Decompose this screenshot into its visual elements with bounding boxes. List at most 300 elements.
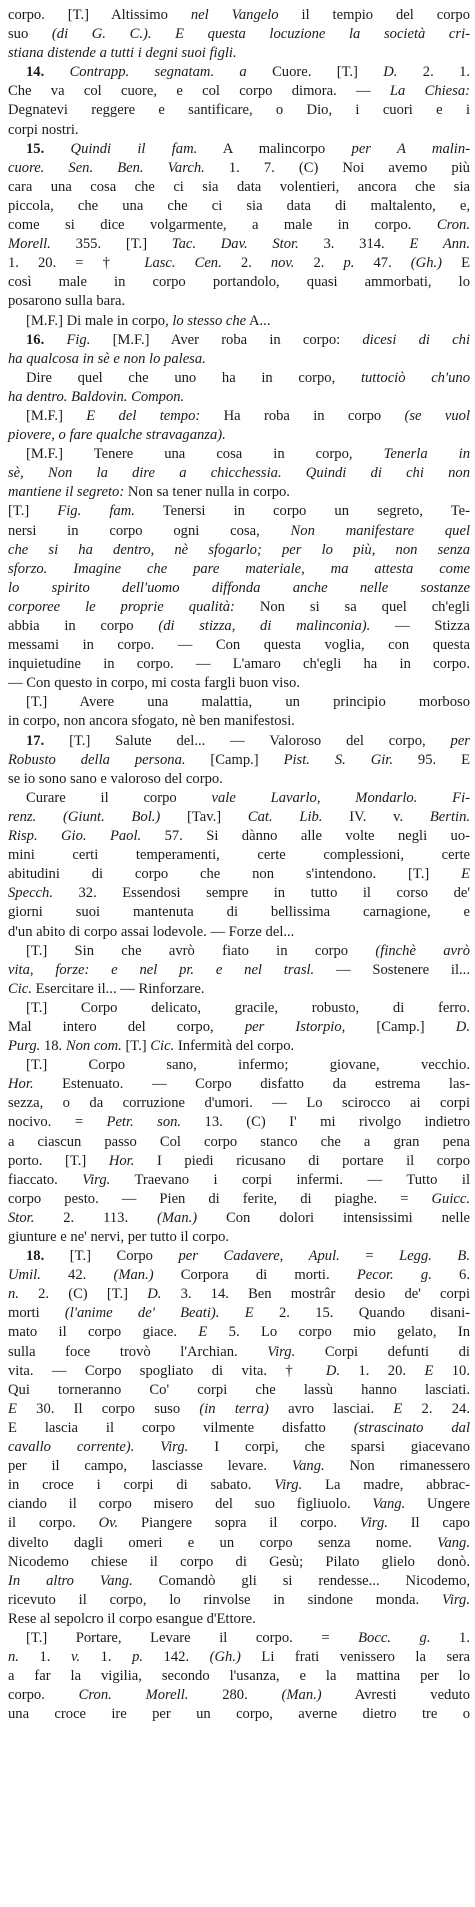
text-run: 2. 24. xyxy=(402,1400,470,1417)
italic-text: Petr. son. xyxy=(106,1114,182,1131)
text-line xyxy=(8,712,470,731)
italic-text: Cat. Lib. xyxy=(247,808,323,825)
italic-text: Hor. xyxy=(8,1076,34,1093)
text-run: [M.F.] xyxy=(26,407,87,424)
italic-text: (di G. C.). E questa locuzione la società cri- xyxy=(51,26,471,43)
text-run: Li frati venissero la sera xyxy=(240,1649,470,1666)
text-run: A... xyxy=(246,312,271,329)
italic-text: E xyxy=(393,1400,403,1417)
italic-text: (di stizza, di malinconia). xyxy=(158,618,371,634)
italic-text: In altro Vang. xyxy=(8,1572,133,1589)
text-run: Infermità del corpo. xyxy=(174,1038,295,1055)
text-line xyxy=(8,483,470,502)
text-run: [M.F.] Di male in corpo, xyxy=(26,312,173,329)
italic-text: p. xyxy=(343,255,355,272)
text-run: Esercitare il... — Rinforzare. xyxy=(31,980,205,997)
italic-text: E xyxy=(461,866,470,883)
text-line xyxy=(8,1343,470,1362)
text-line xyxy=(8,1037,470,1056)
text-run: abitudini di corpo che non s'intendono. [T.] xyxy=(8,866,462,883)
italic-text: Fig. xyxy=(66,331,91,348)
text-line xyxy=(8,1304,470,1323)
text-run: 30. Il corpo suso xyxy=(16,1400,200,1417)
text-line xyxy=(8,560,470,579)
italic-text: sforzo. Imagine che pare materiale, ma attesta come xyxy=(8,560,470,577)
text-line xyxy=(8,1457,470,1476)
text-run xyxy=(134,1439,160,1455)
text-run: giorni suoi mantenuta di bellissima carnagione, e xyxy=(8,904,470,921)
italic-text: cuore. Sen. Ben. Varch. xyxy=(8,159,205,176)
italic-text: Hor. xyxy=(108,1152,135,1169)
text-line xyxy=(8,388,470,407)
entry-number: 18. xyxy=(26,1248,70,1265)
text-run: nersi in corpo ogni cosa, xyxy=(8,522,291,539)
text-line xyxy=(8,942,470,961)
text-run: 280. xyxy=(188,1687,282,1704)
text-line xyxy=(8,579,470,598)
text-run: Rese al sepolcro il corpo esangue d'Ettore. xyxy=(8,1610,256,1627)
text-run: 95. E xyxy=(393,751,470,768)
text-run: 1. 20. = † xyxy=(8,255,145,272)
text-line xyxy=(8,464,470,483)
text-run: vita. — Corpo spogliato di vita. † xyxy=(8,1362,326,1379)
text-line xyxy=(8,1705,470,1724)
text-line xyxy=(8,140,470,159)
text-run: Ungere xyxy=(405,1496,470,1513)
text-line xyxy=(8,789,470,808)
text-line xyxy=(8,178,470,197)
italic-text: (in terra) xyxy=(199,1400,269,1417)
italic-text: Virg. xyxy=(267,1343,296,1360)
text-line xyxy=(8,1190,470,1209)
text-run: avro lasciai. xyxy=(268,1400,394,1417)
italic-text: D. xyxy=(325,1362,341,1379)
text-run: Cuore. [T.] xyxy=(246,64,384,81)
text-run: come si dice volgarmente, a male in corpo. xyxy=(8,217,437,234)
text-run: corpo pesto. — Pien di ferite, di piaghe. = xyxy=(8,1190,432,1207)
italic-text: nel Vangelo xyxy=(190,7,279,23)
text-line xyxy=(8,273,470,292)
text-line xyxy=(8,426,470,445)
text-run: morti xyxy=(8,1305,65,1322)
text-line xyxy=(8,999,470,1018)
italic-text: vale Lavarlo, Mondarlo. Fi- xyxy=(211,789,470,806)
text-run: [Camp.] xyxy=(345,1018,456,1035)
text-line xyxy=(8,44,470,63)
text-run: E xyxy=(442,255,470,272)
text-line xyxy=(8,1266,470,1285)
text-line xyxy=(8,884,470,903)
italic-text: Virg. xyxy=(359,1515,388,1532)
text-line xyxy=(8,1629,470,1648)
text-line xyxy=(8,1094,470,1113)
entry-number: 15. xyxy=(26,140,71,157)
italic-text: n. xyxy=(8,1286,19,1303)
italic-text: v. xyxy=(70,1649,81,1666)
entry-number: 17. xyxy=(26,732,70,749)
italic-text: per Cadavere, Apul. xyxy=(178,1248,340,1265)
text-line xyxy=(8,980,470,999)
text-run: 1. 20. xyxy=(340,1362,425,1379)
text-run: Piangere sopra il corpo. xyxy=(118,1515,360,1532)
text-run: il corpo. xyxy=(8,1515,99,1532)
entry-number: 14. xyxy=(26,64,70,81)
italic-text: Vang. xyxy=(372,1496,406,1513)
text-run: a far la vigilia, secondo l'usanza, e la mattina per lo xyxy=(8,1668,470,1685)
italic-text: Non com. xyxy=(65,1038,122,1055)
text-line xyxy=(8,1323,470,1342)
italic-text: piovere, o fare qualche stravaganza). xyxy=(8,427,226,444)
italic-text: cavallo corrente). xyxy=(8,1439,135,1456)
text-line xyxy=(8,1228,470,1247)
text-run: [T.] xyxy=(8,503,58,520)
italic-text: (Gh.) xyxy=(410,255,443,272)
text-run: 2. (C) [T.] xyxy=(18,1286,148,1303)
text-line xyxy=(8,617,470,636)
text-line xyxy=(8,1553,470,1572)
italic-text: mantiene il segreto: xyxy=(8,484,125,501)
text-run: abbia in corpo xyxy=(8,618,159,634)
italic-text: E del tempo: xyxy=(86,407,201,424)
italic-text: Vang. xyxy=(437,1534,470,1551)
text-line xyxy=(8,1438,470,1457)
text-run: se io sono sano e valoroso del corpo. xyxy=(8,770,223,787)
text-run: Con dolori intensissimi nelle xyxy=(197,1209,470,1226)
italic-text: Risp. Gio. Paol. xyxy=(8,828,142,845)
text-line xyxy=(8,1419,470,1438)
italic-text: n. xyxy=(8,1649,19,1666)
text-line xyxy=(8,6,470,25)
text-line xyxy=(8,598,470,617)
text-line xyxy=(8,1534,470,1553)
text-line xyxy=(8,923,470,942)
italic-text: p. xyxy=(132,1649,144,1666)
text-run: — Sostenere il... xyxy=(314,961,470,978)
italic-text: Tac. Dav. Stor. xyxy=(171,236,299,253)
text-run: inquietudine in corpo. — L'amaro ch'egli ha in corpo. xyxy=(8,656,470,673)
text-line xyxy=(8,1075,470,1094)
text-run: divelto dagli omeri e un corpo senza nome. xyxy=(8,1534,438,1551)
text-run: E lascia il corpo vilmente disfatto xyxy=(8,1419,354,1436)
italic-text: (Man.) xyxy=(281,1687,322,1704)
text-line xyxy=(8,522,470,541)
italic-text: corporee le proprie qualità: xyxy=(8,598,235,615)
italic-text: Pecor. g. xyxy=(356,1267,432,1284)
italic-text: Cron. xyxy=(436,217,470,234)
text-run: 47. xyxy=(354,255,411,272)
italic-text: vita, forze: e nel pr. e nel trasl. xyxy=(8,961,315,978)
text-run: Non si sa quel ch'egli xyxy=(234,598,470,615)
italic-text: Tenerla in xyxy=(383,446,471,463)
text-run: d'un abito di corpo assai lodevole. — Forze del... xyxy=(8,923,295,940)
italic-text: stiana distende a tutti i degni suoi figli. xyxy=(8,45,237,62)
italic-text: D. xyxy=(455,1018,470,1035)
text-run: piccola, che una che ci sia data di maltalento, e, xyxy=(8,197,470,214)
text-run: [Camp.] xyxy=(185,751,284,768)
text-line xyxy=(8,82,470,101)
italic-text: Virg. xyxy=(442,1591,470,1608)
text-run: 1. 7. (C) Noi avemo più xyxy=(204,159,470,176)
text-run: [Tav.] xyxy=(160,808,248,825)
text-run: 2. 15. Quando disani- xyxy=(253,1305,470,1322)
text-run: [T.] Avere una malattia, un principio morboso xyxy=(26,694,470,711)
text-run: 57. Si dànno alle volte negli uo- xyxy=(141,828,470,845)
text-run: mini certi temperamenti, certe complessioni, certe xyxy=(8,847,470,864)
text-line xyxy=(8,407,470,426)
italic-text: E xyxy=(198,1324,208,1341)
italic-text: (Man.) xyxy=(113,1267,154,1284)
text-run: [T.] Corpo xyxy=(69,1248,179,1265)
text-run: = xyxy=(339,1248,400,1265)
italic-text: renz. (Giunt. Bol.) xyxy=(8,808,161,825)
italic-text: Guicc. xyxy=(431,1190,470,1207)
italic-text: ha dentro. Baldovin. Compon. xyxy=(8,388,185,405)
text-line xyxy=(8,1209,470,1228)
text-run: messami in corpo. — Con questa voglia, con questa xyxy=(8,637,470,654)
text-line xyxy=(8,1476,470,1495)
text-line xyxy=(8,445,470,464)
italic-text: Cic. xyxy=(8,980,32,997)
text-line xyxy=(8,674,470,693)
italic-text: sè, Non la dire a chicchessia. Quindi di chi non xyxy=(8,465,470,482)
italic-text: D. xyxy=(147,1286,162,1303)
italic-text: D. xyxy=(383,64,398,81)
text-line xyxy=(8,1400,470,1419)
italic-text: dicesi di chi xyxy=(362,331,470,348)
text-run: Corpora di morti. xyxy=(153,1267,357,1284)
text-run: in croce i corpi di sabato. xyxy=(8,1477,275,1494)
text-run: A malincorpo xyxy=(197,140,352,157)
italic-text: Vang. xyxy=(291,1458,325,1475)
text-run: Corpi defunti di xyxy=(295,1343,470,1360)
text-line xyxy=(8,101,470,120)
italic-text: E Ann. xyxy=(409,236,470,253)
text-line xyxy=(8,235,470,254)
text-run: 10. xyxy=(433,1362,470,1379)
text-line xyxy=(8,1648,470,1667)
text-run: 32. Essendosi sempre in tutto il corso de' xyxy=(52,885,470,902)
text-run: 2. 113. xyxy=(34,1209,157,1226)
italic-text: (finchè avrò xyxy=(375,942,470,959)
text-run: [M.F.] Tenere una cosa in corpo, xyxy=(26,446,384,463)
italic-text: ha qualcosa in sè e non lo palesa. xyxy=(8,350,206,367)
text-run: Dire quel che uno ha in corpo, xyxy=(26,369,361,386)
text-line xyxy=(8,961,470,980)
text-run: 1. xyxy=(18,1649,71,1666)
italic-text: Quindi il fam. xyxy=(70,140,198,157)
text-line xyxy=(8,121,470,140)
text-run: 2. xyxy=(294,255,344,272)
text-run: [T.] Salute del... — Valoroso del corpo, xyxy=(69,732,451,749)
text-line xyxy=(8,1667,470,1686)
italic-text: Legg. B. xyxy=(399,1248,470,1265)
text-run: 142. xyxy=(143,1649,210,1666)
text-line xyxy=(8,732,470,751)
text-run: corpi nostri. xyxy=(8,121,79,138)
text-line xyxy=(8,1572,470,1591)
text-run: una croce ire per un corpo, averne dietro tre o xyxy=(8,1706,470,1723)
text-run: in corpo, non ancora sfogato, nè ben manifestosi. xyxy=(8,713,295,730)
text-run: 2. xyxy=(221,255,271,272)
text-run: Ha roba in corpo xyxy=(200,407,405,424)
text-run: così male in corpo portandolo, quasi ammorbati, lo xyxy=(8,274,470,291)
italic-text: Virg. xyxy=(274,1477,303,1494)
italic-text: per xyxy=(450,732,470,749)
text-run: mato il corpo giace. xyxy=(8,1324,199,1341)
text-run: 3. 314. xyxy=(298,236,410,253)
text-run: 18. xyxy=(40,1038,66,1055)
text-run: Estenuato. — Corpo disfatto da estrema las- xyxy=(33,1076,470,1093)
text-run: corpo. [T.] Altissimo xyxy=(8,7,191,23)
text-run: Il capo xyxy=(387,1515,470,1532)
text-line xyxy=(8,292,470,311)
text-line xyxy=(8,1381,470,1400)
text-run: posarono sulla bara. xyxy=(8,293,126,310)
text-run: Traevano i corpi infermi. — Tutto il xyxy=(110,1171,470,1188)
text-run: [T.] xyxy=(121,1038,151,1055)
text-run: I piedi ricusano di portare il corpo xyxy=(134,1152,471,1169)
text-run: Qui torneranno Co' corpi che lassù hanno lasciati. xyxy=(8,1381,470,1398)
text-run: [T.] Portare, Levare il corpo. = xyxy=(26,1629,359,1646)
text-run: 5. Lo corpo mio gelato, In xyxy=(207,1324,470,1341)
text-line xyxy=(8,541,470,560)
text-run: Nicodemo chiese il corpo di Gesù; Pilato glielo donò. xyxy=(8,1553,470,1570)
text-line xyxy=(8,655,470,674)
text-run: 2. 1. xyxy=(397,64,471,81)
text-run: 42. xyxy=(40,1267,114,1284)
italic-text: Contrapp. segnatam. a xyxy=(69,64,247,81)
italic-text: Cic. xyxy=(150,1038,175,1055)
text-run: 1. xyxy=(430,1629,470,1646)
text-line xyxy=(8,1514,470,1533)
italic-text: La Chiesa: xyxy=(389,83,470,100)
text-run: per il campo, lasciasse levare. xyxy=(8,1458,292,1475)
text-line xyxy=(8,827,470,846)
text-line xyxy=(8,808,470,827)
text-run: Non rimanessero xyxy=(324,1458,470,1475)
text-line xyxy=(8,502,470,521)
text-run: porto. [T.] xyxy=(8,1152,109,1169)
italic-text: per A malin- xyxy=(351,140,471,157)
italic-text: Morell. xyxy=(8,236,51,253)
text-line xyxy=(8,1018,470,1037)
text-run: ricevuto il corpo, lo rinvolse in sindone monda. xyxy=(8,1591,443,1608)
text-line xyxy=(8,331,470,350)
italic-text: E xyxy=(424,1362,434,1379)
text-run: 3. 14. Ben mostrâr desio de' corpi xyxy=(161,1286,470,1303)
text-run: [T.] Sin che avrò fiato in corpo xyxy=(26,942,376,959)
text-line xyxy=(8,63,470,82)
text-line xyxy=(8,636,470,655)
italic-text: Specch. xyxy=(8,885,53,902)
italic-text: Bocc. g. xyxy=(358,1629,431,1646)
text-run: IV. v. xyxy=(322,808,430,825)
italic-text: nov. xyxy=(270,255,295,272)
text-run: — Stizza xyxy=(370,618,470,634)
text-run: sulla foce trovò l'Archian. xyxy=(8,1343,268,1360)
text-run: Curare il corpo xyxy=(26,789,212,806)
text-line xyxy=(8,903,470,922)
text-run: sezza, o da corruzione d'umori. — Lo scirocco ai corpi xyxy=(8,1095,470,1112)
italic-text: Non manifestare quel xyxy=(290,522,470,539)
italic-text: (se vuol xyxy=(404,407,471,424)
text-line xyxy=(8,312,470,331)
text-run: La madre, abbrac- xyxy=(302,1477,471,1494)
text-run: il tempio del corpo xyxy=(278,7,470,23)
text-line xyxy=(8,1171,470,1190)
italic-text: Lasc. Cen. xyxy=(144,255,222,272)
text-run: [T.] Corpo delicato, gracile, robusto, di ferro. xyxy=(26,999,470,1016)
text-line xyxy=(8,1591,470,1610)
text-run: I corpi, che sparsi giacevano xyxy=(188,1439,471,1456)
italic-text: (strascinato dal xyxy=(353,1419,470,1436)
text-line xyxy=(8,1133,470,1152)
text-run: [M.F.] Aver roba in corpo: xyxy=(90,331,363,348)
text-run: 355. [T.] xyxy=(50,236,172,253)
text-run: 1. xyxy=(80,1649,133,1666)
italic-text: Purg. xyxy=(8,1038,41,1055)
italic-text: per Istorpio, xyxy=(244,1018,346,1035)
text-line xyxy=(8,1152,470,1171)
text-line xyxy=(8,846,470,865)
text-line xyxy=(8,1247,470,1266)
text-line xyxy=(8,1056,470,1075)
italic-text: tuttociò ch'uno xyxy=(360,369,470,386)
text-line xyxy=(8,216,470,235)
italic-text: (Man.) xyxy=(157,1209,198,1226)
text-line xyxy=(8,1495,470,1514)
text-line xyxy=(8,254,470,273)
italic-text: che si ha dentro, nè sfogarlo; per lo più, non senza xyxy=(8,541,470,558)
text-run: a ciascun passo Col corpo stanco che a gran pena xyxy=(8,1133,470,1150)
text-line xyxy=(8,751,470,770)
text-line xyxy=(8,25,470,44)
italic-text: Stor. xyxy=(8,1209,35,1226)
text-run: cara una cosa che ci sia data volentieri, ancora che sia xyxy=(8,178,470,195)
text-line xyxy=(8,693,470,712)
italic-text: lo spirito dell'uomo diffonda anche nelle sostanze xyxy=(8,579,470,596)
text-run: Avresti veduto xyxy=(321,1687,471,1704)
text-run: Non sa tener nulla in corpo. xyxy=(124,484,290,501)
text-line xyxy=(8,1686,470,1705)
italic-text: (Gh.) xyxy=(209,1649,241,1666)
text-line xyxy=(8,865,470,884)
text-run: nocivo. = xyxy=(8,1114,107,1131)
italic-text: Pist. S. Gir. xyxy=(283,751,393,768)
italic-text: Fig. fam. xyxy=(57,503,135,520)
text-line xyxy=(8,770,470,789)
text-line xyxy=(8,1362,470,1381)
italic-text: (l'anime de' Beati). E xyxy=(64,1305,254,1322)
text-run: Mal intero del corpo, xyxy=(8,1018,245,1035)
text-run: fiaccato. xyxy=(8,1171,83,1188)
text-line xyxy=(8,1610,470,1629)
italic-text: Virg. xyxy=(82,1171,111,1188)
text-run: giunture e ne' nervi, per tutto il corpo. xyxy=(8,1229,230,1245)
text-line xyxy=(8,197,470,216)
text-run: Degnatevi reggere e santificare, o Dio, i cuori e i xyxy=(8,102,470,119)
text-run: Comandò gli si rendesse... Nicodemo, xyxy=(132,1572,470,1589)
text-run: [T.] Corpo sano, infermo; giovane, vecchio. xyxy=(26,1057,470,1074)
text-run: corpo. xyxy=(8,1687,79,1704)
text-run: Tenersi in corpo un segreto, Te- xyxy=(134,503,470,520)
text-run: 6. xyxy=(431,1267,470,1284)
text-line xyxy=(8,1113,470,1132)
italic-text: Virg. xyxy=(160,1439,189,1456)
text-run: ciando il corpo misero del suo figliuolo. xyxy=(8,1496,373,1513)
text-line xyxy=(8,1285,470,1304)
text-line xyxy=(8,159,470,178)
